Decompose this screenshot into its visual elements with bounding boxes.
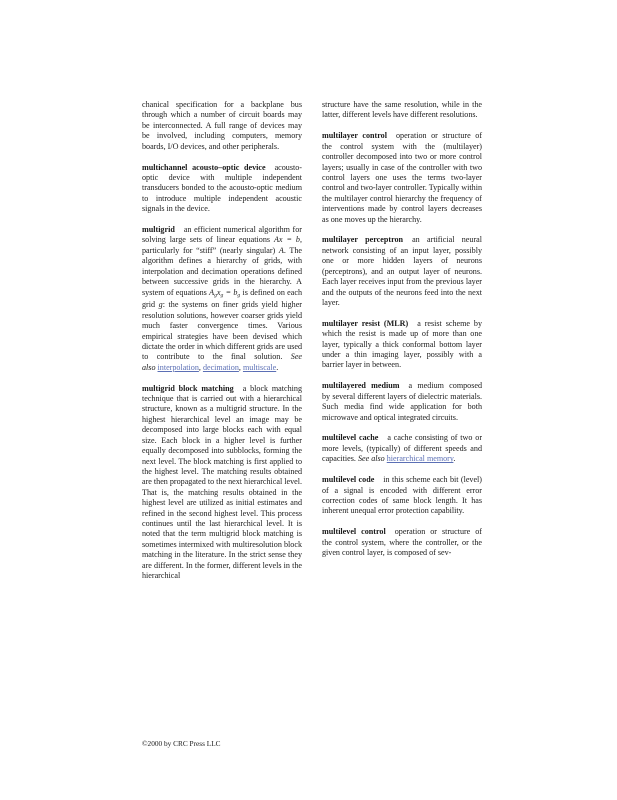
entry-text-part3: . The algorithm defines a hierarchy of grids, with interpolation and decimation operations defined between successive grids in the hierarchy. A system of equations xyxy=(142,245,302,297)
entry-backplane-continuation xyxy=(142,100,302,152)
entry-term: multilevel cache xyxy=(322,433,379,443)
math-subscript: g xyxy=(214,291,217,298)
see-also-label: See also xyxy=(357,454,385,464)
entry-text: in this scheme each bit (level) of a signal is encoded with different error correction codes of same block length. It has inherent unequal error protection capability. xyxy=(322,475,482,516)
entry-text: an artificial neural network consisting of an input layer, possibly one or more hidden layers of neurons (perceptrons), and an output layer of neurons. Each layer receives input from the previous layer and the outputs of the neurons feed into the next layer. xyxy=(322,235,482,307)
entry-text: chanical specification for a backplane bus through which a number of circuit boards may be interconnected. A full range of devices may be involved, including computers, memory boards, I/O devices, and other peripherals. xyxy=(142,100,302,151)
entry-term: multilayered medium xyxy=(322,381,400,391)
entry-multilevel-control xyxy=(322,527,482,558)
math-expression: g xyxy=(158,300,163,310)
entry-term: multilayer resist (MLR) xyxy=(322,318,409,328)
entry-text-part2: , particularly for “stiff” (nearly singular) xyxy=(142,235,302,255)
entry-multilayer-resist xyxy=(322,319,482,371)
see-also-label: See also xyxy=(142,352,302,372)
math-expression: A xyxy=(278,245,284,255)
cross-reference-link[interactable]: interpolation xyxy=(157,362,199,372)
entry-text-part5: : the systems on finer grids yield higher resolution solutions, however coarser grids yield much faster convergence times. Various empirical strategies have been devised which dictate the order in which different grids are used to contribute to the final solution. xyxy=(142,300,303,362)
entry-multilayered-medium xyxy=(322,381,482,423)
entry-multilevel-cache xyxy=(322,433,482,464)
entry-multigrid xyxy=(142,225,302,373)
entry-text: a block matching technique that is carried out with a hierarchical structure, known as a multigrid structure. In the highest hierarchical level an image may be decomposed into large blocks each with equal size. Each block in a higher level is further equally decomposed into subblocks, forming the next level. The block matching is first applied to the highest level. The matching results obtained are then propagated to the next hierarchical level. That is, the matching results obtained in the highest level are utilized as initial estimates and refined in the second highest level. This process continues until the last hierarchical level. It is noted that the term multigrid block matching is sometimes intermixed with multiresolution block matching in the literature. In the strict sense they are different. In the former, different levels in the hierarchical xyxy=(142,383,302,580)
entry-term: multilevel code xyxy=(322,475,375,485)
cross-reference-link[interactable]: multiscale xyxy=(242,362,277,372)
entry-text: acousto-optic device with multiple independent transducers bonded to the acousto-optic medium to introduce multiple independent acoustic signals in the device. xyxy=(142,162,302,214)
entry-structure-continuation xyxy=(322,100,482,121)
entry-multichannel-acousto-optic-device xyxy=(142,163,302,215)
entry-term: multigrid xyxy=(142,225,175,235)
entry-term: multichannel acousto–optic device xyxy=(142,162,266,172)
entry-multigrid-block-matching xyxy=(142,384,302,582)
math-expression: Ax = b xyxy=(273,235,300,245)
entry-text: a medium composed by several different layers of dielectric materials. Such media find wide application for both microwave and optical integrated circuits. xyxy=(322,381,482,422)
left-column xyxy=(142,100,302,581)
entry-text-part4: is defined on each grid xyxy=(142,287,302,310)
math-expression: x xyxy=(216,287,221,297)
xref-sep: , xyxy=(238,362,243,372)
xref-sep: , xyxy=(198,362,203,372)
entry-text: structure have the same resolution, while in the latter, different levels have different resolutions. xyxy=(322,100,482,120)
cross-reference-link[interactable]: hierarchical memory xyxy=(386,454,454,464)
math-subscript: g xyxy=(220,291,224,298)
entry-multilayer-control xyxy=(322,131,482,225)
entry-term: multilayer perceptron xyxy=(322,235,404,245)
math-subscript: g xyxy=(237,291,241,298)
entry-multilevel-code xyxy=(322,475,482,517)
two-column-body xyxy=(142,100,482,581)
entry-text-part1: a cache consisting of two or more levels, (typically) of different speeds and capacities. xyxy=(322,433,483,464)
cross-reference-link[interactable]: decimation xyxy=(202,362,239,372)
entry-text-part1: an efficient numerical algorithm for solving large sets of linear equations xyxy=(142,225,302,245)
entry-term: multilevel control xyxy=(322,527,386,537)
entry-term: multilayer control xyxy=(322,131,387,141)
entry-tail: . xyxy=(276,362,279,372)
right-column xyxy=(322,100,482,559)
math-expression: = b xyxy=(223,287,238,297)
entry-text: operation or structure of the control system, where the controller, or the given control layer, is composed of sev- xyxy=(322,527,482,558)
entry-tail: . xyxy=(453,454,456,464)
entry-term: multigrid block matching xyxy=(142,383,234,393)
math-expression: A xyxy=(209,287,215,297)
entry-text: a resist scheme by which the resist is made up of more than one layer, typically a thick conformal bottom layer under a thin imaging layer, possibly with a barrier layer in between. xyxy=(322,318,482,370)
page-footer-copyright: ©2000 by CRC Press LLC xyxy=(142,739,221,748)
entry-multilayer-perceptron xyxy=(322,235,482,308)
entry-text: operation or structure of the control system with the (multilayer) controller decomposed into two or more control layers; usually in case of the controller with two control layers one uses the terms two-layer control and two-layer controller. Typically within the multilayer control hierarchy the frequency of interventions made by control layers decreases as one moves up the hierarchy. xyxy=(322,131,483,224)
